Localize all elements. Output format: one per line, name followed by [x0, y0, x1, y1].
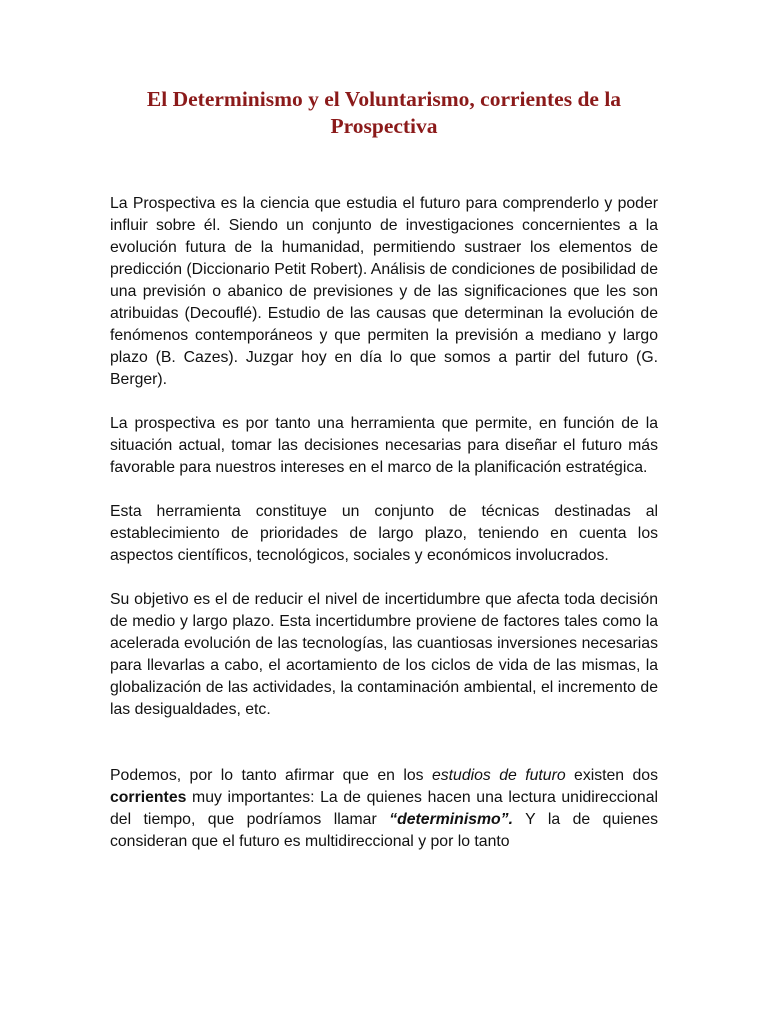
document-body — [110, 193, 658, 853]
paragraph-5-text-b: existen dos — [565, 767, 658, 784]
emphasis-determinismo: “determinismo”. — [389, 811, 513, 828]
paragraph-2: La prospectiva es por tanto una herramienta que permite, en función de la situación actual, tomar las decisiones necesarias para diseñar el futuro más favorable para nuestros intereses en el marco de la planificación estratégica. — [110, 415, 658, 476]
paragraph-4: Su objetivo es el de reducir el nivel de incertidumbre que afecta toda decisión de medio y largo plazo. Esta incertidumbre proviene de factores tales como la acelerada evolución de las tecnologías, las cuantiosas inversiones necesarias para llevarlas a cabo, el acortamiento de los ciclos de vida de las mismas, la globalización de las actividades, la contaminación ambiental, el incremento de las desigualdades, etc. — [110, 591, 658, 718]
paragraph-5-text-d: Y la de quienes consideran que el futuro es multidireccional y por lo tanto — [110, 811, 658, 850]
document-title: El Determinismo y el Voluntarismo, corrientes de la Prospectiva — [146, 87, 622, 138]
paragraph-5 — [110, 765, 658, 853]
paragraph-5-text-a: Podemos, por lo tanto afirmar que en los — [110, 767, 432, 784]
emphasis-estudios-de-futuro: estudios de futuro — [431, 767, 566, 784]
emphasis-corrientes: corrientes — [110, 789, 187, 806]
paragraph-3: Esta herramienta constituye un conjunto de técnicas destinadas al establecimiento de prioridades de largo plazo, teniendo en cuenta los aspectos científicos, tecnológicos, sociales y económicos involucrados. — [110, 503, 658, 564]
paragraph-1: La Prospectiva es la ciencia que estudia el futuro para comprenderlo y poder influir sobre él. Siendo un conjunto de investigaciones concernientes a la evolución futura de la humanidad, permitiendo sustraer los elementos de predicción (Diccionario Petit Robert). Análisis de condiciones de posibilidad de una previsión o abanico de previsiones y de las significaciones que les son atribuidas (Decouflé). Estudio de las causas que determinan la evolución de fenómenos contemporáneos y que permiten la previsión a mediano y largo plazo (B. Cazes). Juzgar hoy en día lo que somos a partir del futuro (G. Berger). — [110, 195, 658, 388]
paragraph-5-text-c: muy importantes: La de quienes hacen una lectura unidireccional del tiempo, que podríamos llamar — [110, 789, 658, 828]
